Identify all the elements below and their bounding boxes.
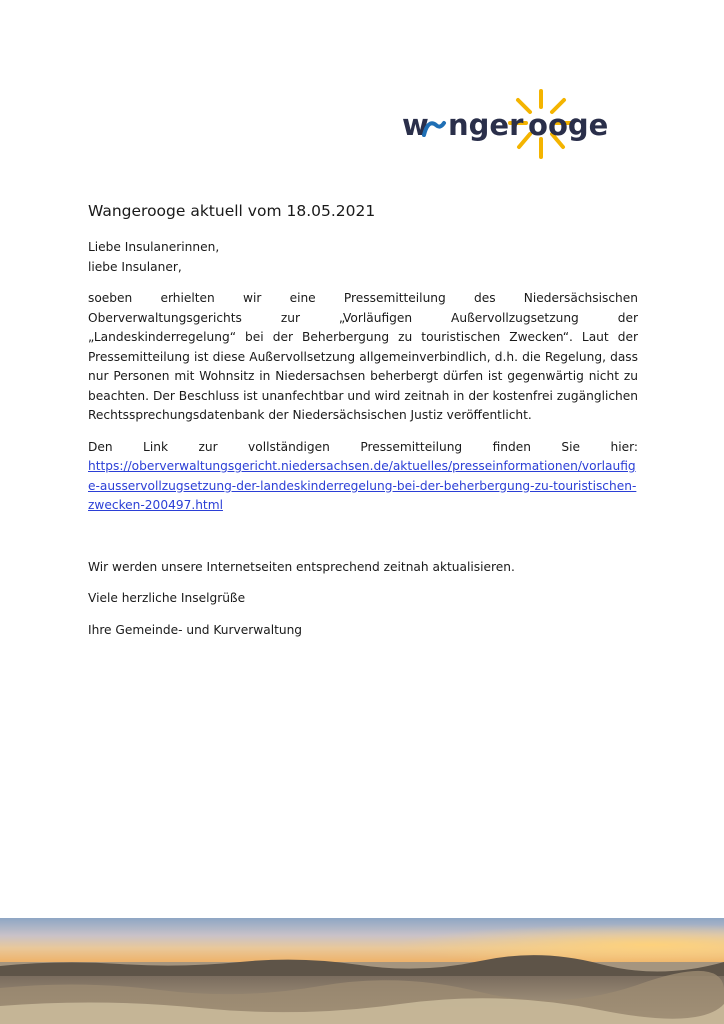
logo-text-end: oge: [548, 108, 609, 142]
letter-body: [88, 200, 638, 652]
letter-title: Wangerooge aktuell vom 18.05.2021: [88, 202, 376, 220]
salutation-line-1: Liebe Insulanerinnen,: [88, 240, 220, 254]
salutation-line-2: liebe Insulaner,: [88, 259, 182, 274]
svg-text:oge: [548, 108, 608, 142]
logo-text-o: o: [528, 108, 548, 142]
svg-text:w: [402, 108, 429, 142]
wangerooge-logo: [400, 85, 609, 160]
salutation: [88, 238, 638, 277]
closing-signature: Ihre Gemeinde- und Kurverwaltung: [88, 622, 303, 637]
paragraph-press-release: soeben erhielten wir eine Pressemitteilung des Niedersächsischen Oberverwaltungsgerichts zur „Vorläufigen Außervollzugsetzung der „Landeskinderregelung“ bei der Beherbergung zu touristischen Zwecken“. Laut der Pressemitteilung ist diese Außervollsetzung allgemeinverbindlich, d.h. die Regelung, dass nur Personen mit Wohnsitz in Niedersachsen beherbergt dürfen ist gegenwärtig nicht zu beachten. Der Beschluss ist unanfechtbar und wird zeitnah in der kostenfrei zugänglichen Rechtssprechungsdatenbank der Niedersächsischen Justiz veröffentlicht.: [88, 291, 638, 422]
svg-text:nger: [448, 108, 524, 142]
link-section: [88, 438, 638, 516]
paragraph-update-notice: Wir werden unsere Internetseiten entsprechend zeitnah aktualisieren.: [88, 559, 515, 574]
logo-text-mid: nger: [448, 108, 524, 142]
press-release-link[interactable]: https://oberverwaltungsgericht.niedersachsen.de/aktuelles/presseinformationen/vorlaufige-ausservollzugsetzung-der-landeskinderregelung-bei-der-beherbergung-zu-touristischen-zwecken-200497.html: [88, 459, 637, 512]
logo-graphic: [400, 85, 609, 160]
spacer: [88, 528, 638, 558]
beach-sunset-graphic: [0, 918, 724, 1024]
link-intro-text: Den Link zur vollständigen Pressemitteilung finden Sie hier:: [88, 439, 638, 454]
beach-panorama-image: [0, 918, 724, 1024]
svg-text:o: [528, 108, 548, 142]
closing-greeting: Viele herzliche Inselgrüße: [88, 591, 246, 605]
logo-text-w: w: [402, 108, 429, 142]
